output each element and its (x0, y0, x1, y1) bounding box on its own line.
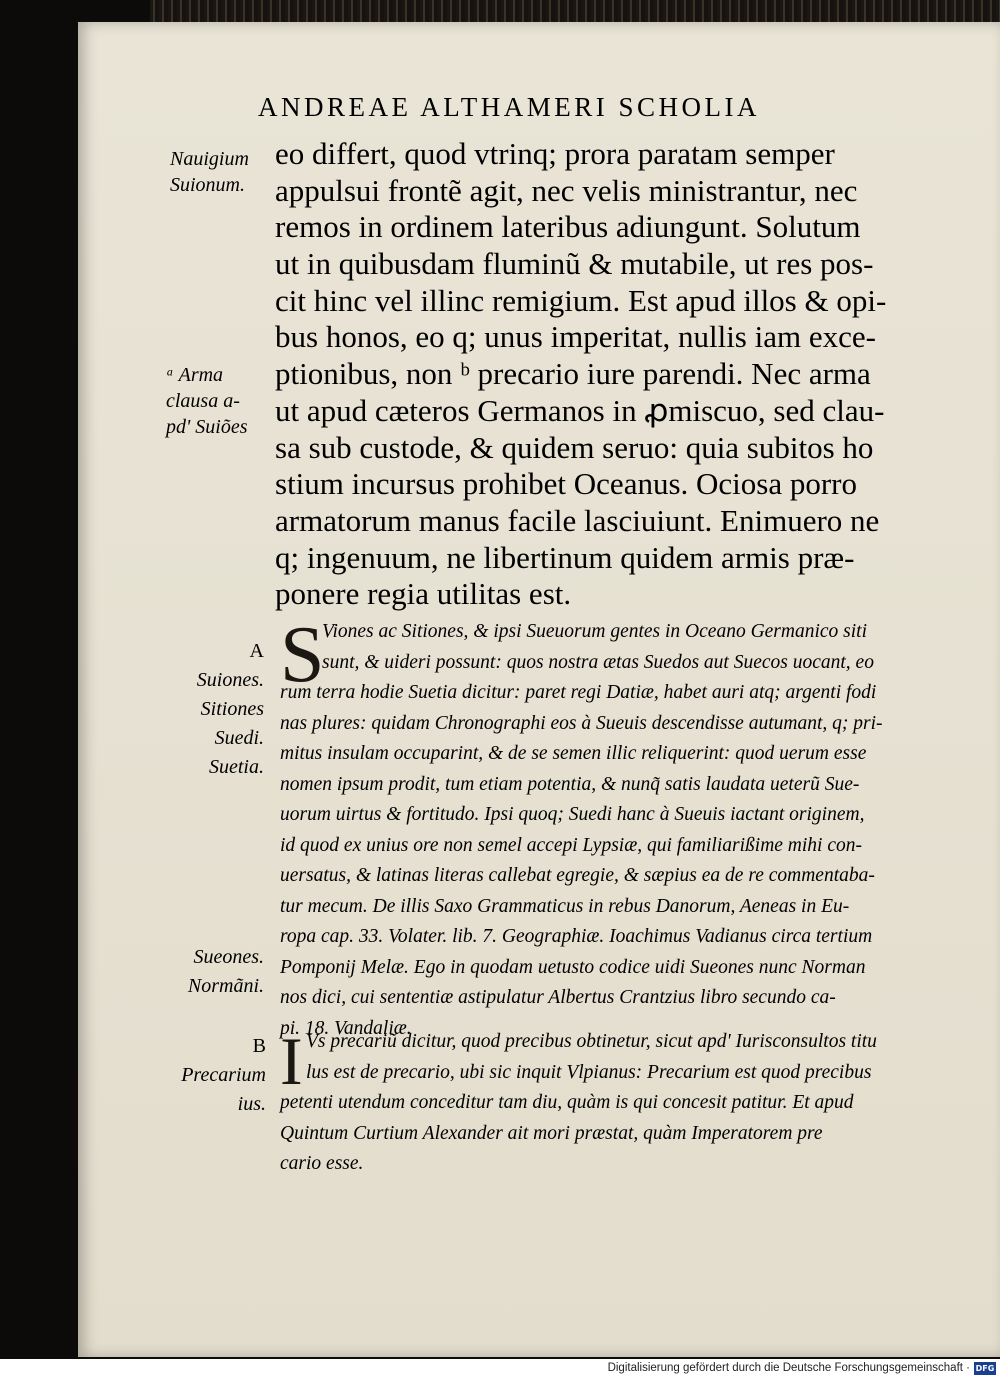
main-text-line: eo differt, quod vtrinq; prora paratam semper (275, 136, 835, 171)
commentary-line: petenti utendum conceditur tam diu, quàm is qui concesit patitur. Et apud (280, 1092, 854, 1113)
main-text-line: bus honos, eo q; unus imperitat, nullis iam exce- (275, 319, 876, 355)
commentary-b (280, 1023, 920, 1180)
main-text-line: armatorum manus facile lasciuiunt. Enimuero ne (275, 502, 880, 538)
commentary-line: ropa cap. 33. Volater. lib. 7. Geographiæ. Ioachimus Vadianus circa tertium (280, 926, 873, 947)
commentary-line: Vs precariũ dicitur, quod precibus obtinetur, sicut apd' Iurisconsultos titu (306, 1031, 877, 1052)
commentary-line: tur mecum. De illis Saxo Grammaticus in rebus Danorum, Aeneas in Eu- (280, 895, 850, 917)
commentary-line: id quod ex unius ore non semel accepi Lypsiæ, qui familiarißime mihi con- (280, 834, 862, 856)
margin-note-line: ius. (237, 1093, 266, 1115)
running-head: ANDREAE ALTHAMERI SCHOLIA (258, 92, 761, 122)
commentary-line: nas plures: quidam Chronographi eos à Sueuis descendisse autumant, q; pri- (280, 712, 883, 734)
commentary-line: lus est de precario, ubi sic inquit Vlpianus: Precarium est quod precibus (306, 1061, 872, 1083)
main-text-line: ptionibus, non ᵇ precario iure parendi. Nec arma (275, 356, 871, 392)
commentary-line: uersatus, & latinas literas callebat egregie, & sæpius ea de re commentaba- (280, 865, 875, 886)
margin-note-line: A (249, 640, 264, 662)
main-text-line: ut in quibusdam fluminũ & mutabile, ut res pos- (275, 246, 874, 282)
footer-text: Digitalisierung gefördert durch die Deutsche Forschungsgemeinschaft · (607, 1362, 970, 1374)
commentary-line: Viones ac Sitiones, & ipsi Sueuorum gentes in Oceano Germanico siti (322, 621, 868, 642)
main-text (275, 136, 917, 613)
margin-note-suiones (190, 637, 264, 782)
main-text-line: remos in ordinem lateribus adiungunt. Solutum (275, 209, 861, 245)
commentary-line: pi. 18. Vandaliæ. (280, 1017, 412, 1039)
commentary-line: Quintum Curtium Alexander ait mori præstat, quàm Imperatorem pre (280, 1122, 823, 1144)
dfg-logo: DFG (975, 1364, 995, 1373)
commentary-line: sunt, & uideri possunt: quos nostra ætas Suedos aut Suecos uocant, eo (322, 651, 874, 673)
margin-note-line: Sitiones (200, 698, 264, 720)
main-text-line: sa sub custode, & quidem seruo: quia subitos ho (275, 429, 874, 465)
book-top-edge (150, 0, 1000, 22)
margin-note-line: B (252, 1035, 266, 1057)
drop-capital: S (280, 611, 325, 699)
margin-note-precarium (176, 1032, 266, 1119)
margin-note-line: Suionum. (170, 174, 245, 196)
drop-capital: I (280, 1023, 303, 1099)
commentary-line: cario esse. (280, 1153, 364, 1174)
margin-note-navigium (170, 146, 249, 198)
margin-note-line: Suiones. (196, 669, 264, 691)
margin-note-line: clausa a- (166, 390, 240, 412)
margin-note-line: Suetia. (209, 756, 264, 778)
commentary-line: nomen ipsum prodit, tum etiam potentia, & nunq̃ satis laudata ueterũ Sue- (280, 773, 860, 795)
commentary-line: uorum uirtus & fortitudo. Ipsi quoq; Suedi hanc à Sueuis iactant originem, (280, 804, 865, 825)
commentary-a (280, 611, 920, 1044)
main-text-line: ponere regia utilitas est. (275, 576, 572, 612)
margin-note-line: pd' Suiões (166, 416, 248, 438)
digitization-footer (0, 1359, 1000, 1379)
commentary-line: nos dici, cui sententiæ astipulatur Albertus Crantzius libro secundo ca- (280, 987, 836, 1008)
main-text-line: cit hinc vel illinc remigium. Est apud illos & opi- (275, 282, 887, 318)
commentary-line: mitus insulam occuparint, & de se semen illic reliquerint: quod uerum esse (280, 743, 867, 764)
margin-note-arma (166, 362, 248, 440)
main-text-line: stium incursus prohibet Oceanus. Ociosa porro (275, 466, 857, 502)
margin-note-line: Precarium (181, 1064, 266, 1086)
main-text-line: ut apud cæteros Germanos in ꝓmiscuo, sed clau- (275, 392, 885, 428)
commentary-line: rum terra hodie Suetia dicitur: paret regi Datiæ, habet auri atq; argenti fodi (280, 682, 877, 703)
margin-note-line: Suedi. (214, 727, 264, 749)
margin-note-line: ᵃ Arma (166, 364, 224, 386)
margin-note-sueones (172, 943, 264, 1001)
margin-note-line: Nauigium (170, 148, 249, 170)
main-text-line: appulsui frontẽ agit, nec velis ministrantur, nec (275, 172, 858, 208)
margin-note-line: Sueones. (193, 946, 264, 968)
commentary-line: Pomponij Melæ. Ego in quodam uetusto codice uidi Sueones nunc Norman (280, 956, 866, 978)
margin-note-line: Normãni. (187, 975, 264, 997)
main-text-line: q; ingenuum, ne libertinum quidem armis præ- (275, 539, 855, 575)
